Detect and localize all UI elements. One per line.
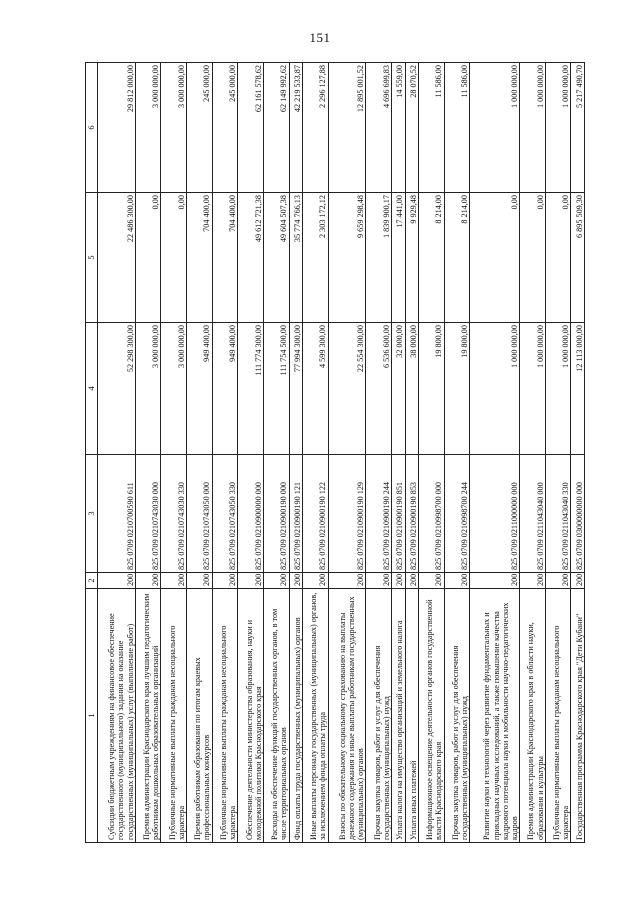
row-plan-cell: 32 000,00 [392,323,405,455]
row-name-cell: Фонд оплаты труда государственных (муниципальных) органов [289,589,302,843]
row-code-cell: 200 [444,573,470,589]
row-plan-cell: 111 774 300,00 [238,323,264,455]
column-header: 2 [86,573,98,589]
row-remainder-cell: 5 217 490,70 [571,63,585,193]
row-executed-cell: 704 400,00 [187,193,213,323]
row-code-cell: 200 [187,573,213,589]
row-plan-cell: 3 000 000,00 [135,323,161,455]
rotated-table-container [85,63,585,843]
row-remainder-cell: 245 000,00 [187,63,213,193]
column-header: 1 [86,589,98,843]
table-row [545,63,571,843]
budget-table [85,62,585,843]
table-row [98,63,136,843]
column-header: 5 [86,193,98,323]
row-classification-cell: 825 0709 0210900190 244 [366,455,392,573]
row-plan-cell: 3 000 000,00 [161,323,187,455]
row-plan-cell: 111 754 500,00 [263,323,289,455]
row-code-cell: 200 [520,573,546,589]
row-classification-cell: 825 0709 0210998700 000 [418,455,444,573]
row-executed-cell: 17 441,00 [392,193,405,323]
row-classification-cell: 825 0709 0210700590 611 [98,455,136,573]
row-code-cell: 200 [405,573,418,589]
row-remainder-cell: 2 296 127,88 [303,63,329,193]
row-remainder-cell: 12 895 001,52 [328,63,366,193]
row-executed-cell: 0,00 [135,193,161,323]
row-remainder-cell: 42 219 533,87 [289,63,302,193]
row-remainder-cell: 29 812 000,00 [98,63,136,193]
table-row [187,63,213,843]
row-code-cell: 200 [238,573,264,589]
row-code-cell: 200 [303,573,329,589]
row-classification-cell: 825 0709 0211043040 000 [520,455,546,573]
row-executed-cell: 22 486 300,00 [98,193,136,323]
row-name-cell: Обеспечение деятельности министерства образования, науки и молодежной политики Краснодарского края [238,589,264,843]
row-plan-cell: 4 599 300,00 [303,323,329,455]
table-row [263,63,289,843]
row-executed-cell: 9 659 298,48 [328,193,366,323]
row-executed-cell: 9 929,48 [405,193,418,323]
table-row [444,63,470,843]
table-row [418,63,444,843]
row-classification-cell: 825 0709 0211043040 330 [545,455,571,573]
row-code-cell: 200 [98,573,136,589]
table-body [86,63,585,843]
row-executed-cell: 49 604 507,38 [263,193,289,323]
row-code-cell: 200 [470,573,520,589]
row-remainder-cell: 11 586,00 [444,63,470,193]
row-name-cell: Прочая закупка товаров, работ и услуг для обеспечения государственных (муниципальных) нужд [444,589,470,843]
row-remainder-cell: 3 000 000,00 [161,63,187,193]
row-classification-cell: 825 0709 0210743030 000 [135,455,161,573]
row-remainder-cell: 28 070,52 [405,63,418,193]
table-row [571,63,585,843]
table-row [135,63,161,843]
row-name-cell: Иные выплаты персоналу государственных (муниципальных) органов, за исключением фонда оплаты труда [303,589,329,843]
row-name-cell: Субсидии бюджетным учреждениям на финансовое обеспечение государственного (муниципального) задания на оказание государственных (муниципальных) услуг (выполнение работ) [98,589,136,843]
row-plan-cell: 19 800,00 [444,323,470,455]
table-row [238,63,264,843]
row-plan-cell: 52 298 300,00 [98,323,136,455]
table-row [470,63,520,843]
row-name-cell: Премия работникам образования по итогам краевых профессиональных конкурсов [187,589,213,843]
rotated-table-sheet [85,63,585,843]
row-classification-cell: 825 0709 0210900190 853 [405,455,418,573]
row-classification-cell: 825 0709 0210998700 244 [444,455,470,573]
row-code-cell: 200 [392,573,405,589]
row-plan-cell: 12 113 000,00 [571,323,585,455]
row-classification-cell: 825 0709 0210743030 330 [161,455,187,573]
column-header: 6 [86,63,98,193]
row-executed-cell: 2 303 172,12 [303,193,329,323]
row-plan-cell: 949 400,00 [212,323,238,455]
row-remainder-cell: 11 586,00 [418,63,444,193]
row-name-cell: Расходы на обеспечение функций государственных органов, в том числе территориальных органов [263,589,289,843]
row-remainder-cell: 1 000 000,00 [520,63,546,193]
row-executed-cell: 0,00 [161,193,187,323]
row-classification-cell: 825 0709 0210743050 000 [187,455,213,573]
row-name-cell: Премия администрации Краснодарского края в области науки, образования и культуры [520,589,546,843]
row-name-cell: Публичные нормативные выплаты гражданам несоциального характера [161,589,187,843]
row-classification-cell: 825 0709 0300000000 000 [571,455,585,573]
row-plan-cell: 19 800,00 [418,323,444,455]
row-classification-cell: 825 0709 0210900190 129 [328,455,366,573]
row-classification-cell: 825 0709 0210900190 000 [263,455,289,573]
row-executed-cell: 704 400,00 [212,193,238,323]
row-remainder-cell: 62 149 992,62 [263,63,289,193]
column-header: 4 [86,323,98,455]
row-classification-cell: 825 0709 0210900190 122 [303,455,329,573]
row-name-cell: Уплата иных платежей [405,589,418,843]
row-code-cell: 200 [545,573,571,589]
row-code-cell: 200 [161,573,187,589]
table-row [520,63,546,843]
row-executed-cell: 0,00 [545,193,571,323]
row-code-cell: 200 [135,573,161,589]
row-executed-cell: 0,00 [520,193,546,323]
row-plan-cell: 77 994 300,00 [289,323,302,455]
table-row [366,63,392,843]
table-row [289,63,302,843]
row-classification-cell: 825 0709 0210743050 330 [212,455,238,573]
row-name-cell: Публичные нормативные выплаты гражданам несоциального характера [545,589,571,843]
row-executed-cell: 35 774 766,13 [289,193,302,323]
row-plan-cell: 22 554 300,00 [328,323,366,455]
table-row [303,63,329,843]
row-remainder-cell: 62 161 578,62 [238,63,264,193]
row-name-cell: Развитие науки и технологий через развитие фундаментальных и прикладных научных исследований, а также повышение качества кадрового потенциала науки и мобильности научно-педагогических кадров [470,589,520,843]
row-name-cell: Информационное освещение деятельности органов государственной власти Краснодарского края [418,589,444,843]
row-name-cell: Публичные нормативные выплаты гражданам несоциального характера [212,589,238,843]
row-executed-cell: 8 214,00 [418,193,444,323]
table-header-row [86,63,98,843]
row-executed-cell: 0,00 [470,193,520,323]
table-row [212,63,238,843]
row-executed-cell: 8 214,00 [444,193,470,323]
table-row [328,63,366,843]
row-name-cell: Прочая закупка товаров, работ и услуг для обеспечения государственных (муниципальных) нужд [366,589,392,843]
row-remainder-cell: 14 559,00 [392,63,405,193]
row-classification-cell: 825 0709 0211000000 000 [470,455,520,573]
row-code-cell: 200 [366,573,392,589]
row-plan-cell: 1 000 000,00 [545,323,571,455]
row-name-cell: Государственная программа Краснодарского края "Дети Кубани" [571,589,585,843]
row-classification-cell: 825 0709 0210900000 000 [238,455,264,573]
row-executed-cell: 6 895 509,30 [571,193,585,323]
row-remainder-cell: 245 000,00 [212,63,238,193]
row-plan-cell: 6 536 600,00 [366,323,392,455]
table-row [161,63,187,843]
row-classification-cell: 825 0709 0210900190 851 [392,455,405,573]
row-code-cell: 200 [263,573,289,589]
row-plan-cell: 949 400,00 [187,323,213,455]
row-plan-cell: 1 000 000,00 [470,323,520,455]
row-plan-cell: 1 000 000,00 [520,323,546,455]
row-code-cell: 200 [328,573,366,589]
row-name-cell: Взносы по обязательному социальному страхованию на выплаты денежного содержания и иные выплаты работникам государственных (муниципальных) органов [328,589,366,843]
row-remainder-cell: 1 000 000,00 [545,63,571,193]
table-row [405,63,418,843]
row-remainder-cell: 1 000 000,00 [470,63,520,193]
row-plan-cell: 38 000,00 [405,323,418,455]
column-header: 3 [86,455,98,573]
row-remainder-cell: 3 000 000,00 [135,63,161,193]
row-executed-cell: 49 612 721,38 [238,193,264,323]
row-code-cell: 200 [418,573,444,589]
row-code-cell: 200 [212,573,238,589]
row-classification-cell: 825 0709 0210900190 121 [289,455,302,573]
row-code-cell: 200 [289,573,302,589]
row-code-cell: 200 [571,573,585,589]
row-executed-cell: 1 839 900,17 [366,193,392,323]
row-name-cell: Уплата налога на имущество организаций и земельного налога [392,589,405,843]
row-name-cell: Премия администрации Краснодарского края лучшим педагогическим работникам дошкольных образовательных организаций [135,589,161,843]
row-remainder-cell: 4 696 699,83 [366,63,392,193]
page-number: 151 [309,30,331,45]
table-row [392,63,405,843]
